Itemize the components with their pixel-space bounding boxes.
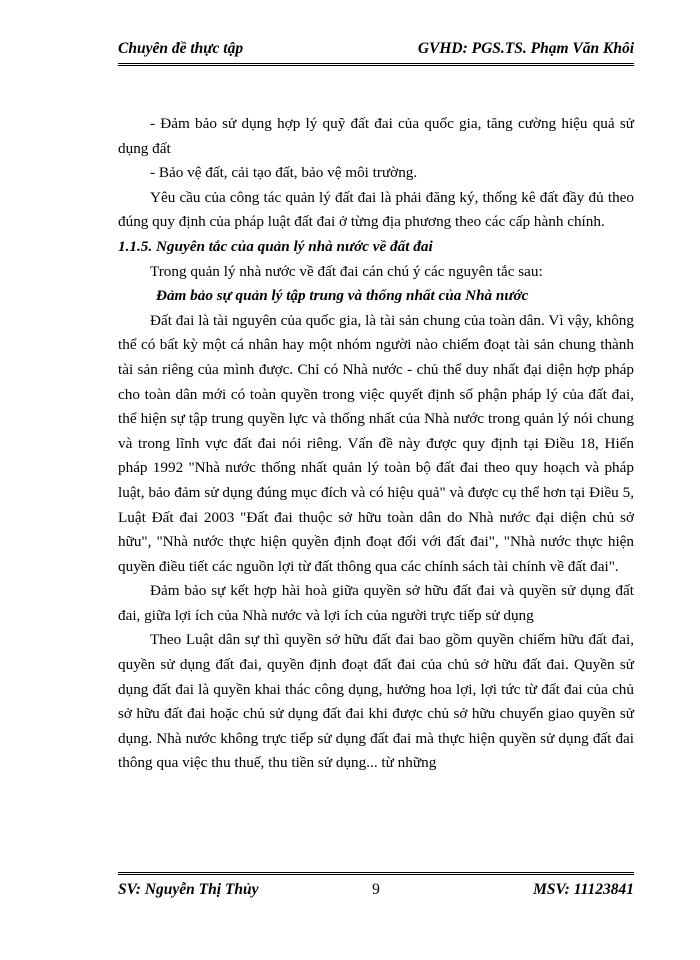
paragraph-1: - Đảm bảo sử dụng hợp lý quỹ đất đai của quốc gia, tăng cường hiệu quả sử dụng đất: [118, 115, 634, 157]
paragraph-4: Trong quản lý nhà nước về đất đai cán chú ý các nguyên tắc sau:: [150, 262, 543, 280]
paragraph-3: Yêu cầu của công tác quản lý đất đai là phải đăng ký, thống kê đất đầy đủ theo đúng quy định của pháp luật đất đai ở từng địa phương theo các cấp hành chính.: [118, 188, 634, 231]
paragraph-7: Theo Luật dân sự thì quyền sở hữu đất đai bao gồm quyền chiếm hữu đất đai, quyền sử dụng đất đai, quyền định đoạt đất đai của chủ sở hữu đất đai. Quyền sử dụng đất đai là quyền khai thác công dụng, hưởng hoa lợi, lợi tức từ đất đai của chủ sở hữu đất đai hoặc chủ sử dụng đất đai khi được chủ sở hữu chuyển giao quyền sử dụng. Nhà nước không trực tiếp sử dụng đất đai mà thực hiện quyền sử dụng đất đai thông qua việc thu thuế, thu tiền sử dụng... từ những: [118, 631, 634, 772]
page-body: [118, 112, 634, 776]
header-title: Chuyên đề thực tập: [118, 40, 244, 57]
section-heading: 1.1.5. Nguyên tắc của quản lý nhà nước về đất đai: [118, 237, 433, 255]
footer-student: SV: Nguyễn Thị Thủy: [118, 881, 259, 898]
subheading: Đảm bảo sự quản lý tập trung và thống nhất của Nhà nước: [156, 287, 529, 305]
paragraph-2: - Bảo vệ đất, cải tạo đất, bảo vệ môi trường.: [150, 164, 418, 182]
header-advisor: GVHD: PGS.TS. Phạm Văn Khôi: [417, 40, 634, 57]
paragraph-5: Đất đai là tài nguyên của quốc gia, là tài sản chung của toàn dân. Vì vậy, không thể có bất kỳ một cá nhân hay một nhóm người nào chiếm đoạt tài sản chung thành tài sản riêng của mình được. Chỉ có Nhà nước - chủ thể duy nhất đại diện hợp pháp cho toàn dân mới có toàn quyền trong việc quyết định số phận pháp lý của đất đai, thể hiện sự tập trung quyền lực và thống nhất của Nhà nước trong quản lý nói chung và trong lĩnh vực đất đai nói riêng. Vấn đề này được quy định tại Điều 18, Hiến pháp 1992 "Nhà nước thống nhất quản lý toàn bộ đất đai theo quy hoạch và pháp luật, bảo đảm sử dụng đúng mục đích và có hiệu quả" và được cụ thể hơn tại Điều 5, Luật Đất đai 2003 "Đất đai thuộc sở hữu toàn dân do Nhà nước đại diện chủ sở hữu", "Nhà nước thực hiện quyền định đoạt đối với đất đai", "Nhà nước thực hiện quyền điều tiết các nguồn lợi từ đất thông qua các chính sách tài chính về đất đai".: [118, 311, 634, 575]
paragraph-6: Đảm bảo sự kết hợp hài hoà giữa quyền sở hữu đất đai và quyền sử dụng đất đai, giữa lợi ích của Nhà nước và lợi ích của người trực tiếp sử dụng: [118, 582, 634, 624]
page-number: 9: [372, 881, 380, 898]
footer-student-id: MSV: 11123841: [533, 881, 634, 898]
page-header: [118, 36, 634, 66]
page-footer: [118, 872, 634, 902]
